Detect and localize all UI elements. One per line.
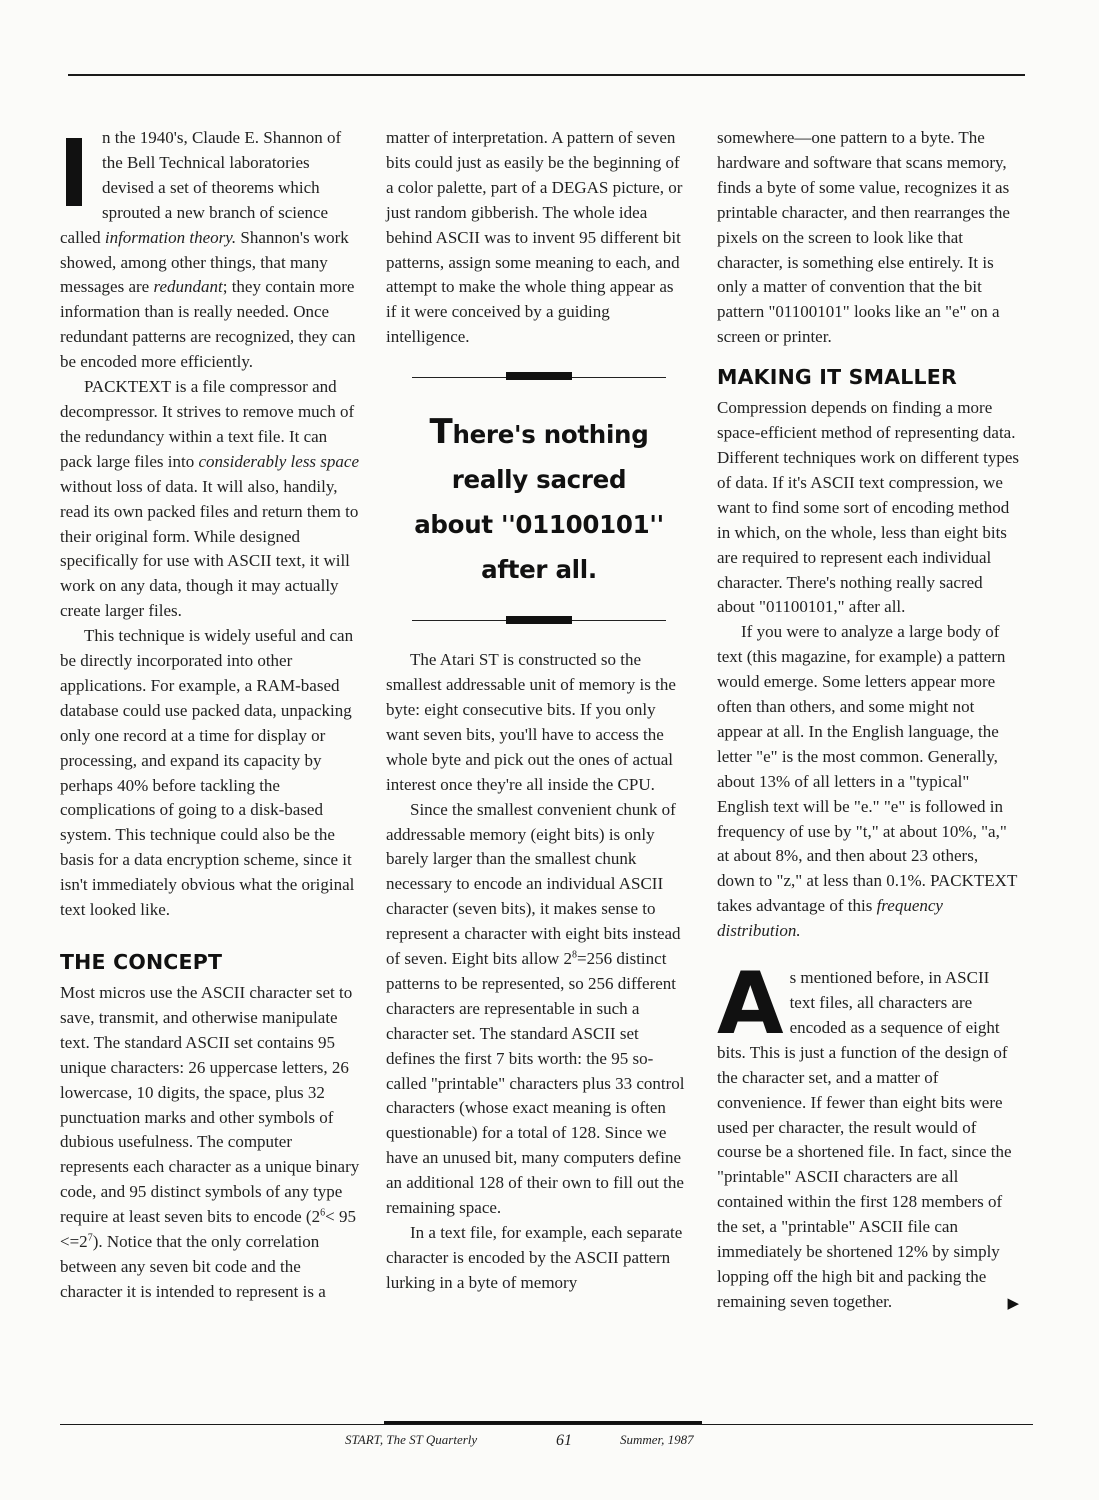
paragraph-as-mentioned: As mentioned before, in ASCII text files, all characters are encoded as a sequence of eight bits. This is just a function of the design of the character set, and a matter of convenience. If fewer than eight bits were used per character, the result would of course be a shortened file. In fact, since the "printable" ASCII characters are all contained within the first 128 members of the set, a "printable" ASCII file can immediately be shortened 12% by simply lopping off the high bit and packing the remaining seven together. ▶ <box>717 966 1019 1315</box>
paragraph-technique: This technique is widely useful and can be directly incorporated into other applications. For example, a RAM-based database could use packed data, unpacking only one record at a time for display or processing, and expand its capacity by perhaps 40% before tackling the complications of going to a disk-based system. This technique could also be the basis for a data encryption scheme, since it isn't immediately obvious what the original text looked like. <box>60 626 355 920</box>
bottom-rule <box>60 1424 1033 1425</box>
pull-quote-text: There's nothing really sacred about ''01100101'' after all. <box>414 412 664 585</box>
footer-issue: Summer, 1987 <box>620 1432 694 1447</box>
paragraph-text-file: In a text file, for example, each separate character is encoded by the ASCII pattern lurking in a byte of memory <box>386 1223 683 1292</box>
top-rule <box>68 74 1025 76</box>
paragraph-somewhere: somewhere—one pattern to a byte. The hardware and software that scans memory, finds a byte of some value, recognizes it as printable character, and then rearranges the pixels on the screen to look like that character, is something else entirely. It is only a matter of convention that the bit pattern "01100101" looks like an "e" on a screen or printer. <box>717 128 1010 347</box>
footer-page-number: 61 <box>556 1432 572 1449</box>
pull-quote-top-rule <box>412 372 666 384</box>
footer-publication: START, The ST Quarterly <box>345 1432 478 1447</box>
article-column-2 <box>386 126 688 1296</box>
heading-making-it-smaller: MAKING IT SMALLER <box>717 365 957 390</box>
heading-the-concept: THE CONCEPT <box>60 950 223 974</box>
pull-quote-bottom-rule <box>412 614 666 626</box>
paragraph-compression: Compression depends on finding a more space-efficient method of representing data. Different techniques work on different types of data. If it's ASCII text compression, we want to find some sort of encoding method in which, on the whole, less than eight bits are required to represent each individual character. There's nothing really sacred about "01100101," after all. <box>717 398 1019 617</box>
intro-paragraph: n the 1940's, Claude E. Shannon of the Bell Technical laboratories devised a set of theorems which sprouted a new branch of science called information theory. Shannon's work showed, among other things, that many messages are redundant; they contain more information than is really needed. Once redundant patterns are recognized, they can be encoded more efficiently. <box>60 128 356 372</box>
paragraph-frequency: If you were to analyze a large body of text (this magazine, for example) a pattern would emerge. Some letters appear more often than others, and some might not appear at all. In the English language, the letter "e" is the most common. Generally, about 13% of all letters in a "typical" English text will be "e." "e" is followed in frequency of use by "t," at about 10%, "a," at about 8%, and then about 23 others, down to "z," at less than 0.1%. PACKTEXT takes advantage of this frequency distribution. <box>717 622 1018 941</box>
drop-cap-a: A <box>717 954 784 1055</box>
pull-quote <box>412 372 666 626</box>
paragraph-packtext: PACKTEXT is a file compressor and decompressor. It strives to remove much of the redundancy within a text file. It can pack large files into considerably less space without loss of data. It will also, handily, read its own packed files and return them to their original form. While designed specifically for use with ASCII text, it will work on any data, though it may actually create larger files. <box>60 377 360 621</box>
paragraph-smallest-chunk: Since the smallest convenient chunk of addressable memory (eight bits) is only barely larger than the smallest chunk necessary to encode an individual ASCII character (seven bits), it makes sense to represent a character with eight bits instead of seven. Eight bits allow $2^8=256$ distinct patterns to be represented, so 256 different characters are representable in such a character set. The standard ASCII set defines the first 7 bits worth: the 95 so-called "printable" characters plus 33 control characters (whose exact meaning is often questionable) for a total of 128. Since we have an unused bit, many computers define an additional 128 of their own to fill out the remaining space. <box>386 799 685 1218</box>
paragraph-concept: Most micros use the ASCII character set to save, transmit, and otherwise manipulate text. The standard ASCII set contains 95 unique characters: 26 uppercase letters, 26 lowercase, 10 digits, the space, plus 32 punctuation marks and other symbols of dubious usefulness. The computer represents each character as a unique binary code, and 95 distinct symbols of any type require at least seven bits to encode $(2^6< 95 <=2^7)$. Notice that the only correlation between any seven bit code and the character it is intended to represent is a <box>60 983 360 1301</box>
paragraph-interpretation: matter of interpretation. A pattern of seven bits could just as easily be the beginning of a color palette, part of a DEGAS picture, or just random gibberish. The whole idea behind ASCII was to invent 95 different bit patterns, assign some meaning to each, and attempt to make the whole thing appear as if it were conceived by a guiding intelligence. <box>386 128 683 347</box>
article-column-3 <box>717 126 1019 1317</box>
paragraph-atari-st: The Atari ST is constructed so the smallest addressable unit of memory is the byte: eight consecutive bits. If you only want seven bits, you'll have to access the whole byte and pick out the ones of actual interest once they're all inside the CPU. <box>386 650 676 794</box>
drop-cap-i <box>66 138 82 206</box>
article-column-1 <box>60 126 362 1305</box>
continue-arrow-icon: ▶ <box>1007 1295 1019 1312</box>
